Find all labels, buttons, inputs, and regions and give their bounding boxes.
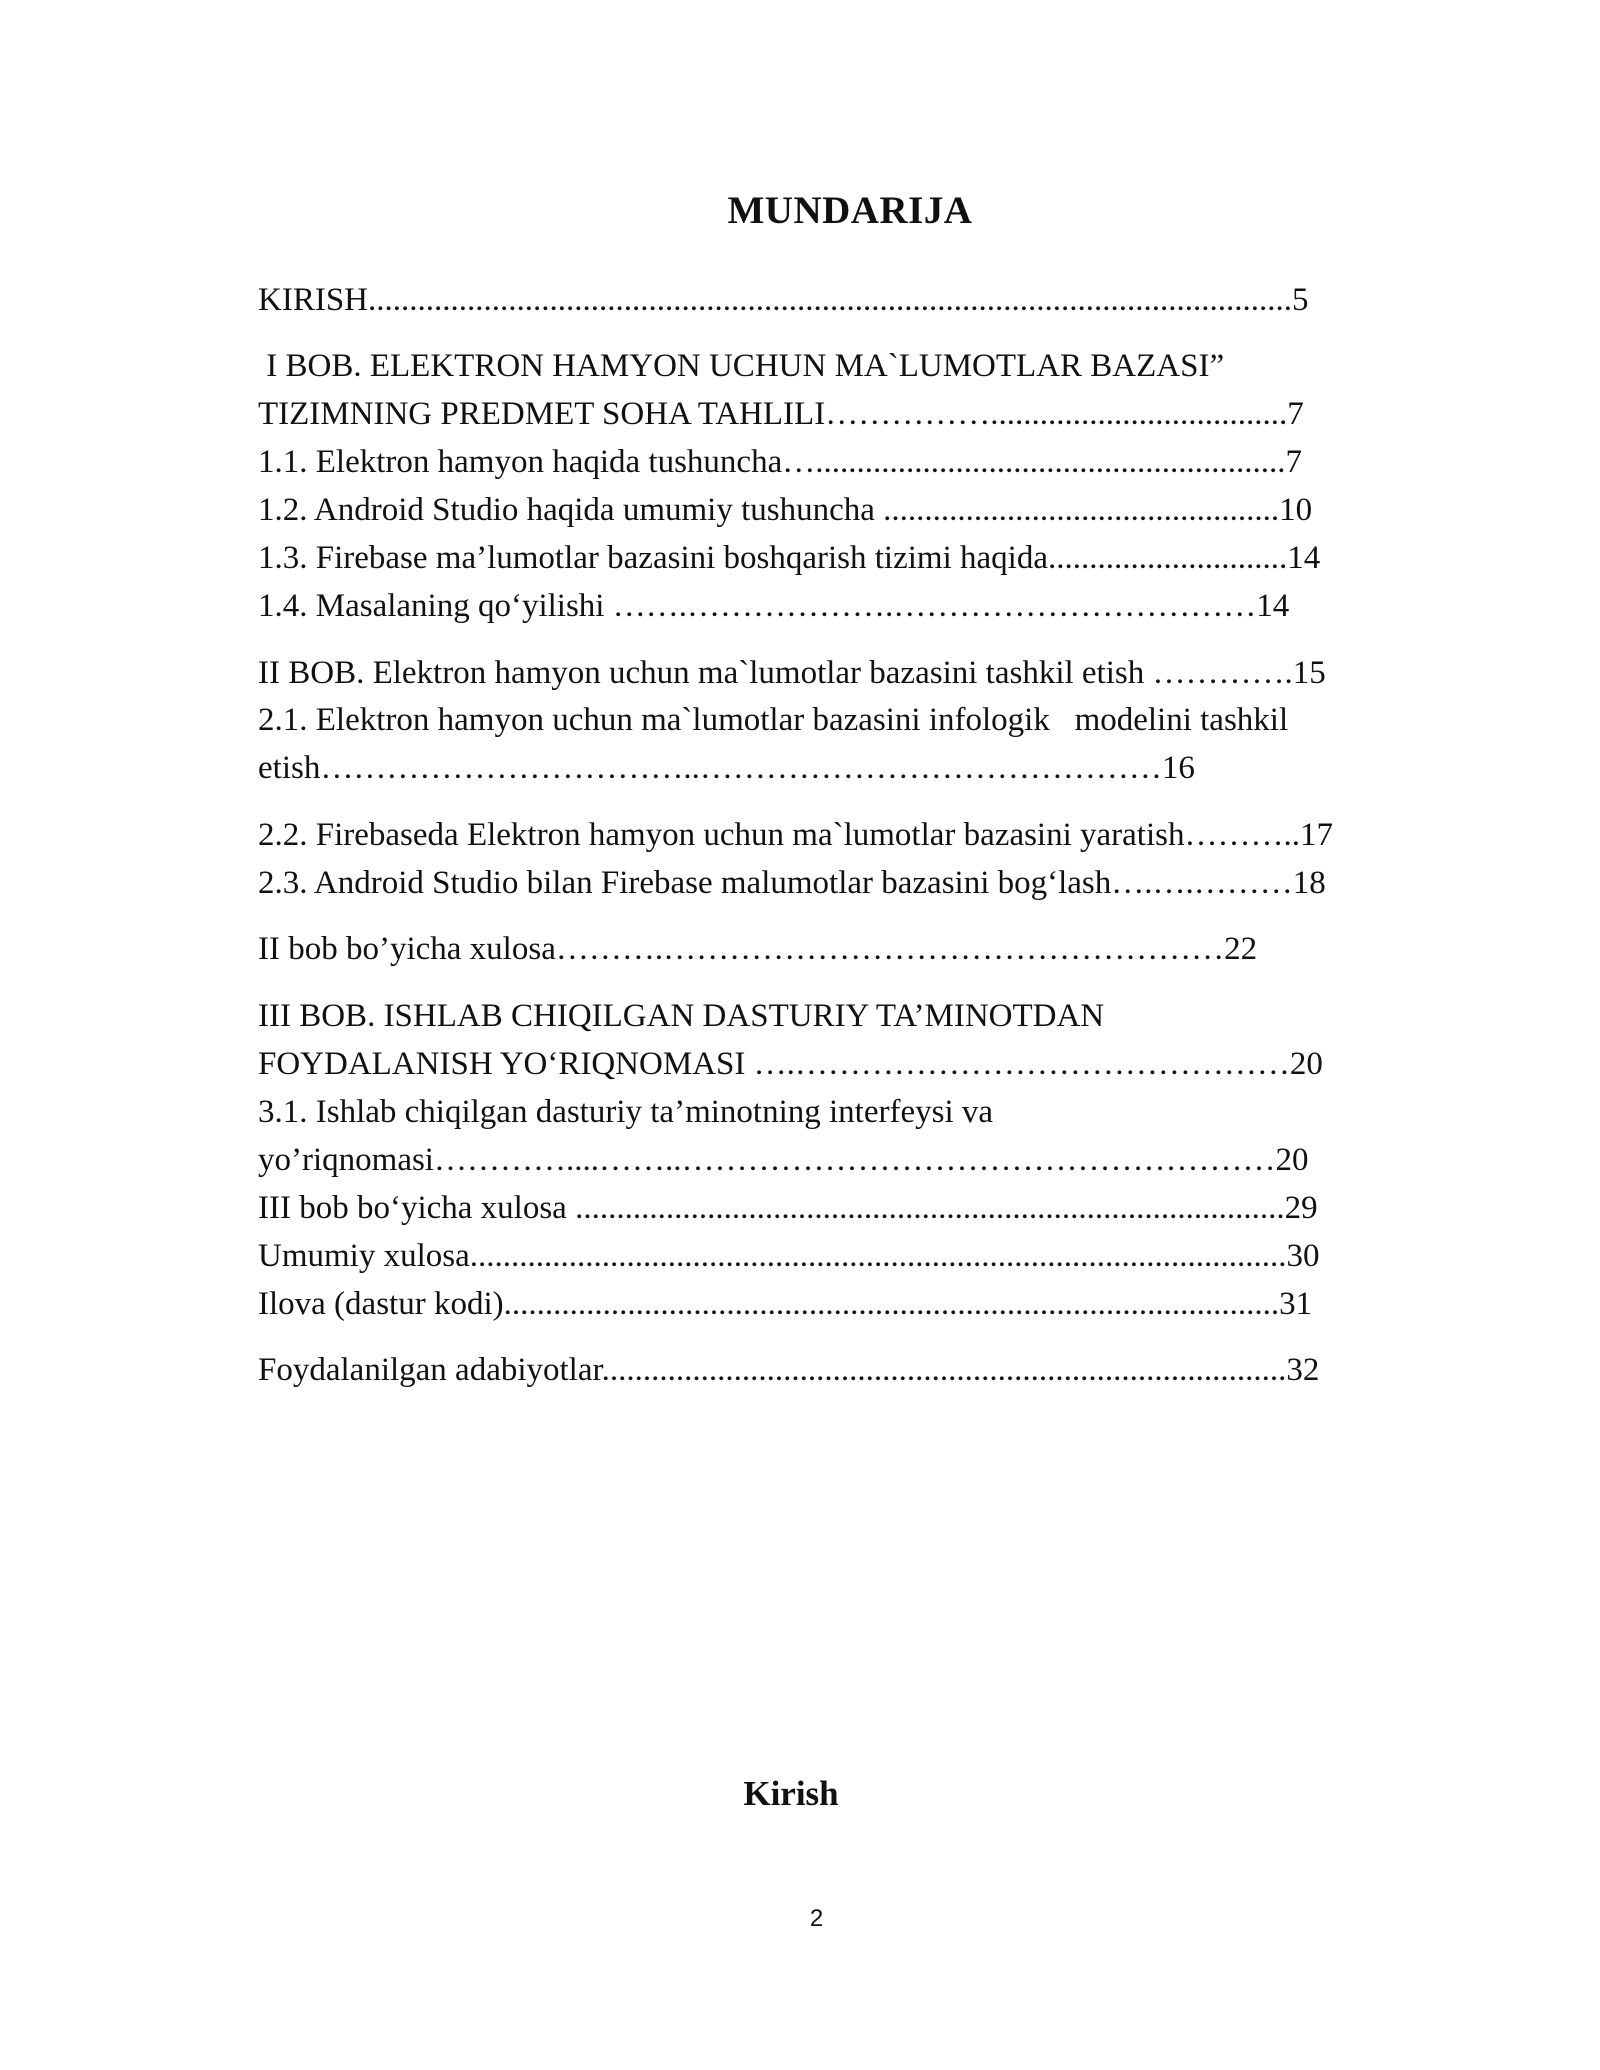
toc-entry-2-1: 2.1. Elektron hamyon uchun ma`lumotlar bazasini infologik modelini tashkil (258, 702, 1289, 738)
toc-entry-1-3: 1.3. Firebase ma’lumotlar bazasini boshqarish tizimi haqida.............................14 (258, 540, 1321, 576)
toc-entry-chapter-3-conclusion: III bob bo‘yicha xulosa ......................................................................................29 (258, 1190, 1318, 1226)
toc-entry-2-1-cont: etish……………………………..……………………………………16 (258, 750, 1195, 786)
toc-entry-chapter-1-title-cont: TIZIMNING PREDMET SOHA TAHLILI……………....................................7 (258, 396, 1304, 432)
toc-entry-1-4: 1.4. Masalaning qo‘yilishi …….……………….……………………………14 (258, 588, 1290, 624)
toc-entry-chapter-2-title: II BOB. Elektron hamyon uchun ma`lumotlar bazasini tashkil etish ………….15 (258, 655, 1326, 691)
toc-entry-3-1-cont: yo’riqnomasi…………....……..………………………………………………20 (258, 1142, 1309, 1178)
toc-entry-chapter-3-title-cont: FOYDALANISH YO‘RIQNOMASI ….………………………………………20 (258, 1046, 1323, 1082)
toc-entry-appendix: Ilova (dastur kodi)..............................................................................................31 (258, 1286, 1313, 1322)
toc-title: MUNDARIJA (727, 189, 973, 232)
toc-entry-3-1: 3.1. Ishlab chiqilgan dasturiy ta’minotning interfeysi va (258, 1094, 994, 1130)
toc-entry-references: Foydalanilgan adabiyotlar...................................................................................32 (258, 1352, 1320, 1388)
toc-entry-chapter-1-title: I BOB. ELEKTRON HAMYON UCHUN MA`LUMOTLAR BAZASI” (258, 348, 1225, 384)
toc-entry-2-2: 2.2. Firebaseda Elektron hamyon uchun ma`lumotlar bazasini yaratish………..17 (258, 817, 1333, 853)
toc-entry-2-3: 2.3. Android Studio bilan Firebase malumotlar bazasini bog‘lash….….………18 (258, 865, 1326, 901)
toc-entry-chapter-3-title: III BOB. ISHLAB CHIQILGAN DASTURIY TA’MINOTDAN (258, 998, 1105, 1034)
toc-entry-1-1: 1.1. Elektron hamyon haqida tushuncha….........................................................7 (258, 444, 1302, 480)
toc-entry-kirish: KIRISH................................................................................................................5 (258, 282, 1309, 318)
section-heading: Kirish (743, 1774, 839, 1813)
toc-entry-1-2: 1.2. Android Studio haqida umumiy tushuncha ................................................10 (258, 492, 1313, 528)
page-number: 2 (809, 1905, 824, 1932)
toc-entry-chapter-2-conclusion: II bob bo’yicha xulosa……….……………………………………………22 (258, 931, 1258, 967)
toc-entry-general-conclusion: Umumiy xulosa...................................................................................................30 (258, 1238, 1320, 1274)
